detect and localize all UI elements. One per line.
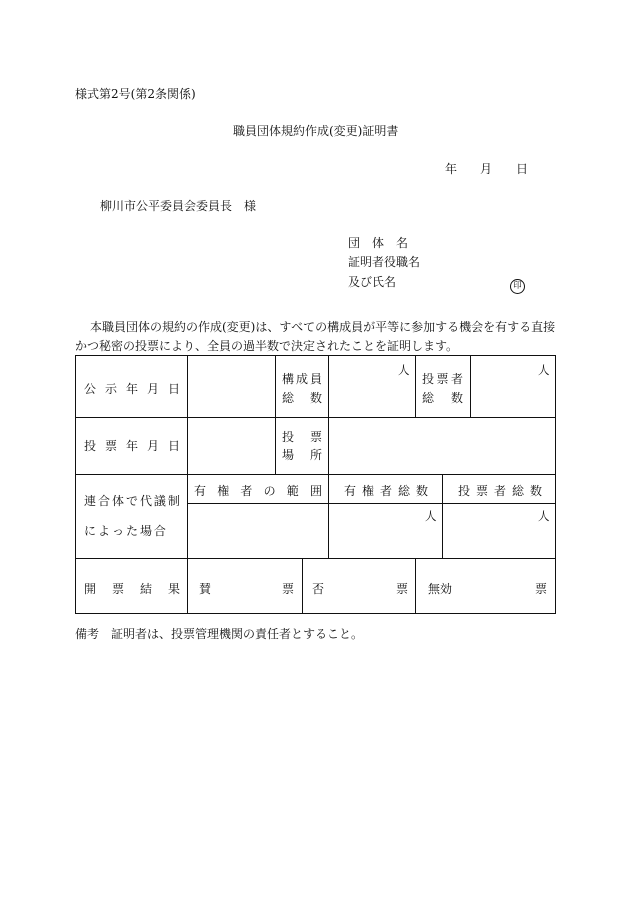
date-year: 年 [445, 162, 458, 176]
voters-total-label-2: 総 数 [422, 391, 463, 405]
signatory-name: 及び氏名 [348, 275, 397, 289]
addressee: 柳川市公平委員会委員長 様 [100, 199, 257, 213]
body-line-1: 本職員団体の規約の作成(変更)は、すべての構成員が平等に参加する機会を有する直接 [90, 320, 556, 334]
invalid-label: 無効 [428, 582, 453, 596]
document-title: 職員団体規約作成(変更)証明書 [233, 124, 399, 138]
voters-unit: 人 [538, 363, 550, 377]
result-label: 開 票 結 果 [84, 582, 180, 596]
federation-label-2: に よ っ た 場 合 [84, 524, 166, 538]
voters-total-label-1: 投 票 者 [422, 372, 463, 386]
members-total-label-2: 総 数 [282, 391, 322, 405]
federation-label-1: 連 合 体 で 代 議 制 [84, 494, 180, 508]
vote-date-label: 投 票 年 月 日 [84, 439, 180, 453]
vote-place-label-1: 投 票 [282, 430, 322, 444]
signatory-org-name: 団 体 名 [348, 236, 408, 250]
signatory-certifier-title: 証明者役職名 [348, 255, 421, 269]
no-label: 否 [312, 582, 325, 596]
seal-icon: 印 [510, 273, 525, 294]
form-number: 様式第2号(第2条関係) [75, 87, 196, 101]
yes-label: 賛 [199, 582, 212, 596]
no-unit: 票 [396, 582, 409, 596]
date-month: 月 [480, 162, 493, 176]
vote-place-label-2: 場 所 [282, 448, 322, 462]
remarks: 備考 証明者は、投票管理機関の責任者とすること。 [75, 627, 364, 641]
eligible-range-header: 有 権 者 の 範 囲 [194, 484, 322, 498]
invalid-unit: 票 [535, 582, 548, 596]
eligible-unit: 人 [425, 509, 437, 523]
members-unit: 人 [398, 363, 410, 377]
yes-unit: 票 [282, 582, 295, 596]
date-day: 日 [516, 162, 529, 176]
voters-count-unit: 人 [538, 509, 550, 523]
voters-count-header: 投 票 者 総 数 [458, 484, 542, 498]
members-total-label-1: 構 成 員 [282, 372, 322, 386]
body-line-2: かつ秘密の投票により、全員の過半数で決定されたことを証明します。 [75, 339, 459, 353]
certification-table [75, 355, 556, 614]
eligible-total-header: 有 権 者 総 数 [344, 484, 428, 498]
announce-date-label: 公 示 年 月 日 [84, 382, 180, 396]
